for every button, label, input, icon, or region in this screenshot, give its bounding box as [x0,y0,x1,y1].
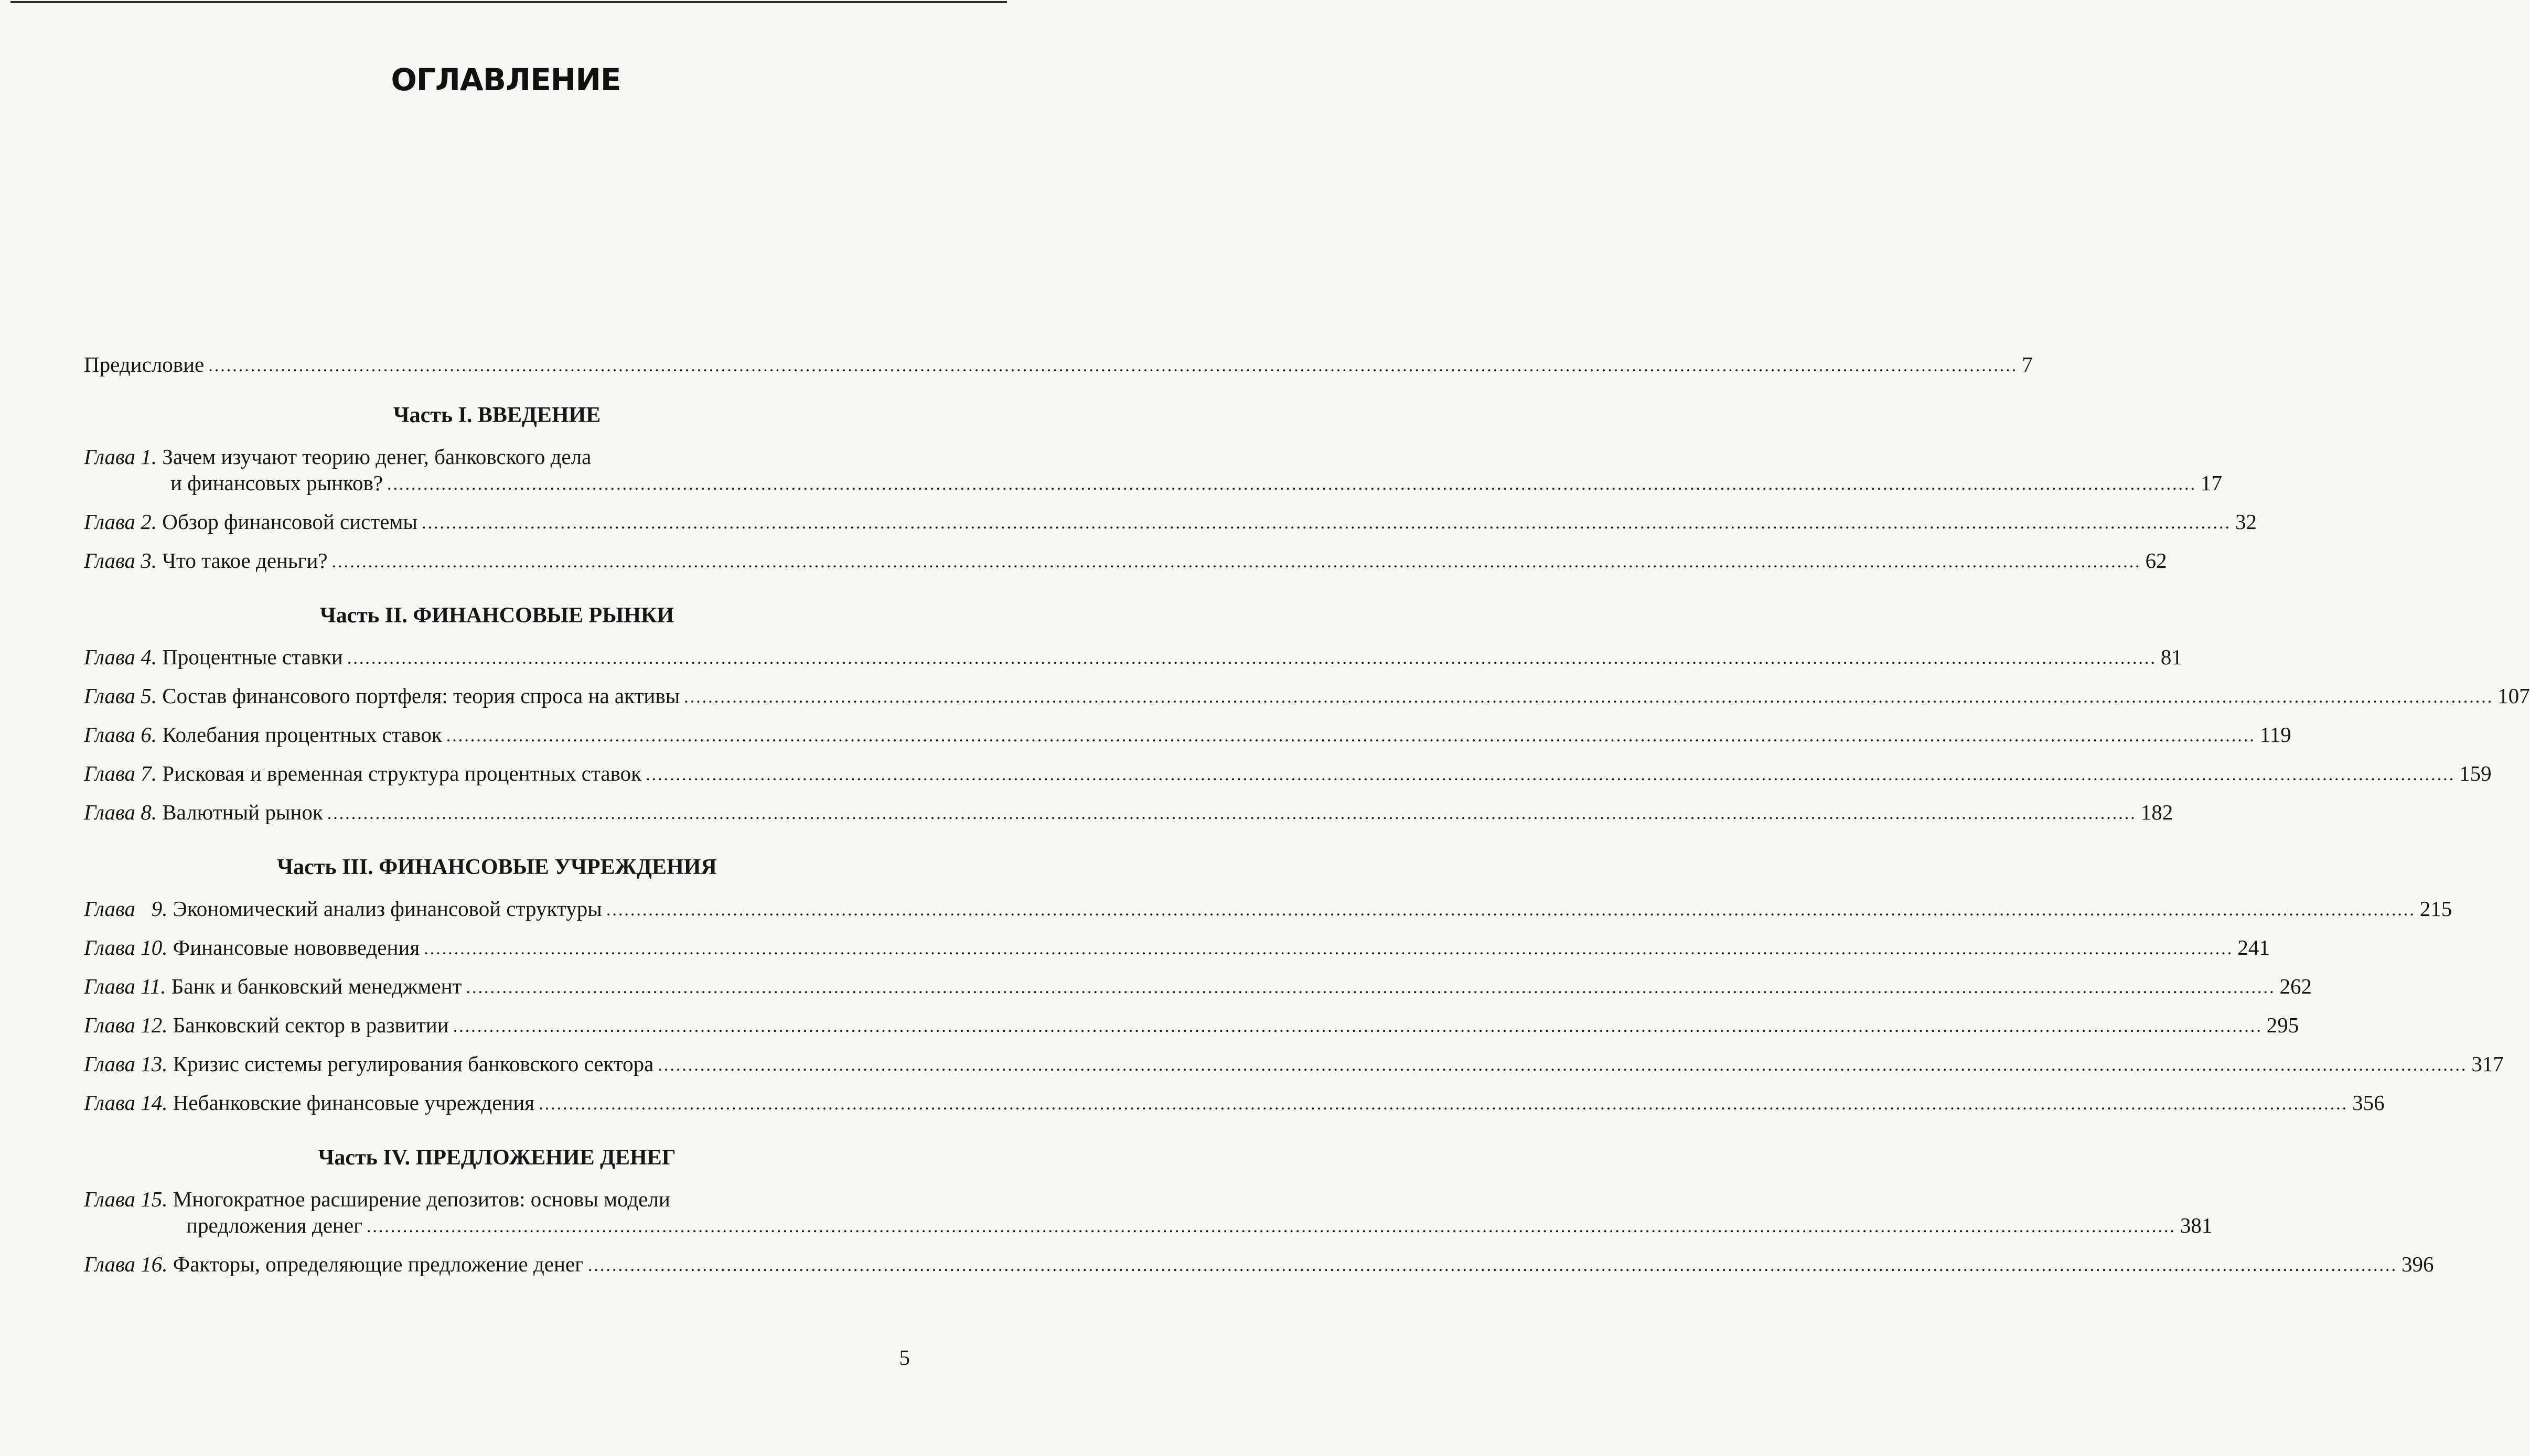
dot-leader: ............................................................................................................................................................................................................................................................................................................ [421,513,2231,533]
entry-page: 215 [2419,897,2452,921]
toc-entry-chapter[interactable] [84,799,2173,825]
top-rule [10,1,1007,3]
toc-entry-chapter[interactable] [84,547,2167,574]
dot-leader: ............................................................................................................................................................................................................................................................................................................ [366,1217,2176,1236]
chapter-label: Глава 3. [84,548,157,573]
dot-leader: ............................................................................................................................................................................................................................................................................................................ [424,939,2234,958]
toc-entry-chapter[interactable] [84,509,2257,535]
entry-title: Банк и банковский менеджмент [171,974,462,998]
toc-entry-chapter[interactable] [84,721,2291,748]
chapter-label: Глава 16. [84,1252,168,1276]
dot-leader: ............................................................................................................................................................................................................................................................................................................ [446,726,2256,746]
chapter-label: Глава 2. [84,510,157,534]
dot-leader: ............................................................................................................................................................................................................................................................................................................ [606,900,2416,920]
toc-entry-chapter[interactable] [84,1090,2385,1116]
chapter-label: Глава 13. [84,1052,168,1076]
entry-title: Валютный рынок [162,800,323,824]
entry-title: Колебания процентных ставок [162,722,442,747]
entry-page: 107 [2497,684,2530,708]
toc-entry-chapter[interactable] [84,1251,2434,1277]
toc-entry-chapter[interactable] [84,934,2270,961]
entry-title-continuation: и финансовых рынков? [170,471,383,495]
entry-page: 356 [2352,1091,2385,1115]
chapter-label: Глава 11. [84,974,166,998]
entry-page: 32 [2235,510,2257,534]
toc-entry-chapter[interactable] [84,896,2452,922]
dot-leader: ............................................................................................................................................................................................................................................................................................................ [646,765,2456,784]
entry-page: 7 [2022,352,2033,376]
chapter-label: Глава 12. [84,1013,168,1037]
toc-entry-chapter[interactable] [84,1012,2299,1038]
entry-title: Банковский сектор в развитии [173,1013,449,1037]
chapter-label: Глава 6. [84,722,157,747]
toc-entry-chapter[interactable] [84,444,2223,496]
toc-entry-chapter[interactable] [84,760,2492,786]
dot-leader: ............................................................................................................................................................................................................................................................................................................ [208,356,2018,375]
entry-page: 62 [2145,548,2167,573]
entry-title: Обзор финансовой системы [162,510,417,534]
table-of-contents [84,351,2530,1277]
entry-page: 119 [2259,722,2291,747]
chapter-label: Глава 4. [84,645,157,669]
entry-title: Зачем изучают теорию денег, банковского дела [162,445,592,469]
toc-entry-chapter[interactable] [84,1186,2213,1238]
entry-title: Многократное расширение депозитов: основы модели [173,1187,670,1211]
entry-title: Что такое деньги? [162,548,328,573]
part-title: Часть IV. ПРЕДЛОЖЕНИЕ ДЕНЕГ [318,1146,676,1170]
entry-page: 317 [2471,1052,2504,1076]
dot-leader: ............................................................................................................................................................................................................................................................................................................ [658,1055,2468,1075]
dot-leader: ............................................................................................................................................................................................................................................................................................................ [347,649,2157,668]
toc-entry-chapter[interactable] [84,644,2182,670]
dot-leader: ............................................................................................................................................................................................................................................................................................................ [387,474,2197,494]
entry-page: 182 [2140,800,2173,824]
dot-leader: ............................................................................................................................................................................................................................................................................................................ [587,1256,2397,1275]
entry-title: Небанковские финансовые учреждения [173,1091,535,1115]
chapter-label: Глава 1. [84,445,157,469]
entry-page: 396 [2401,1252,2434,1276]
toc-entry-chapter[interactable] [84,683,2530,709]
page-title: ОГЛАВЛЕНИЕ [391,62,621,98]
chapter-label: Глава 15. [84,1187,168,1211]
toc-entry-chapter[interactable] [84,1051,2504,1077]
entry-page: 381 [2180,1213,2213,1237]
dot-leader: ............................................................................................................................................................................................................................................................................................................ [453,1017,2263,1036]
part-title: Часть III. ФИНАНСОВЫЕ УЧРЕЖДЕНИЯ [277,855,717,879]
entry-page: 262 [2279,974,2312,998]
chapter-label: Глава 14. [84,1091,168,1115]
page-number: 5 [899,1345,910,1369]
chapter-label: Глава 10. [84,935,168,959]
entry-page: 295 [2266,1013,2299,1037]
entry-title: Финансовые нововведения [173,935,420,959]
entry-page: 81 [2160,645,2182,669]
entry-title: Кризис системы регулирования банковского сектора [173,1052,654,1076]
entry-title: Процентные ставки [162,645,343,669]
chapter-label: Глава 5. [84,684,157,708]
entry-title: Состав финансового портфеля: теория спроса на активы [162,684,680,708]
dot-leader: ............................................................................................................................................................................................................................................................................................................ [327,804,2137,823]
entry-title-continuation: предложения денег [186,1213,362,1237]
entry-page: 17 [2201,471,2223,495]
toc-entry-chapter[interactable] [84,973,2312,999]
dot-leader: ............................................................................................................................................................................................................................................................................................................ [466,978,2276,997]
entry-title: Предисловие [84,352,205,376]
toc-entry-preface[interactable] [84,351,2033,378]
chapter-label: Глава 9. [84,897,168,921]
entry-page: 241 [2237,935,2270,959]
part-title: Часть I. ВВЕДЕНИЕ [393,403,601,427]
dot-leader: ............................................................................................................................................................................................................................................................................................................ [539,1094,2349,1114]
entry-title: Факторы, определяющие предложение денег [173,1252,584,1276]
chapter-label: Глава 7. [84,761,157,785]
entry-title: Экономический анализ финансовой структуры [173,897,602,921]
dot-leader: ............................................................................................................................................................................................................................................................................................................ [331,552,2141,571]
dot-leader: ............................................................................................................................................................................................................................................................................................................ [684,687,2494,707]
chapter-label: Глава 8. [84,800,157,824]
entry-title: Рисковая и временная структура процентных ставок [162,761,642,785]
entry-page: 159 [2459,761,2492,785]
part-title: Часть II. ФИНАНСОВЫЕ РЫНКИ [319,603,674,628]
